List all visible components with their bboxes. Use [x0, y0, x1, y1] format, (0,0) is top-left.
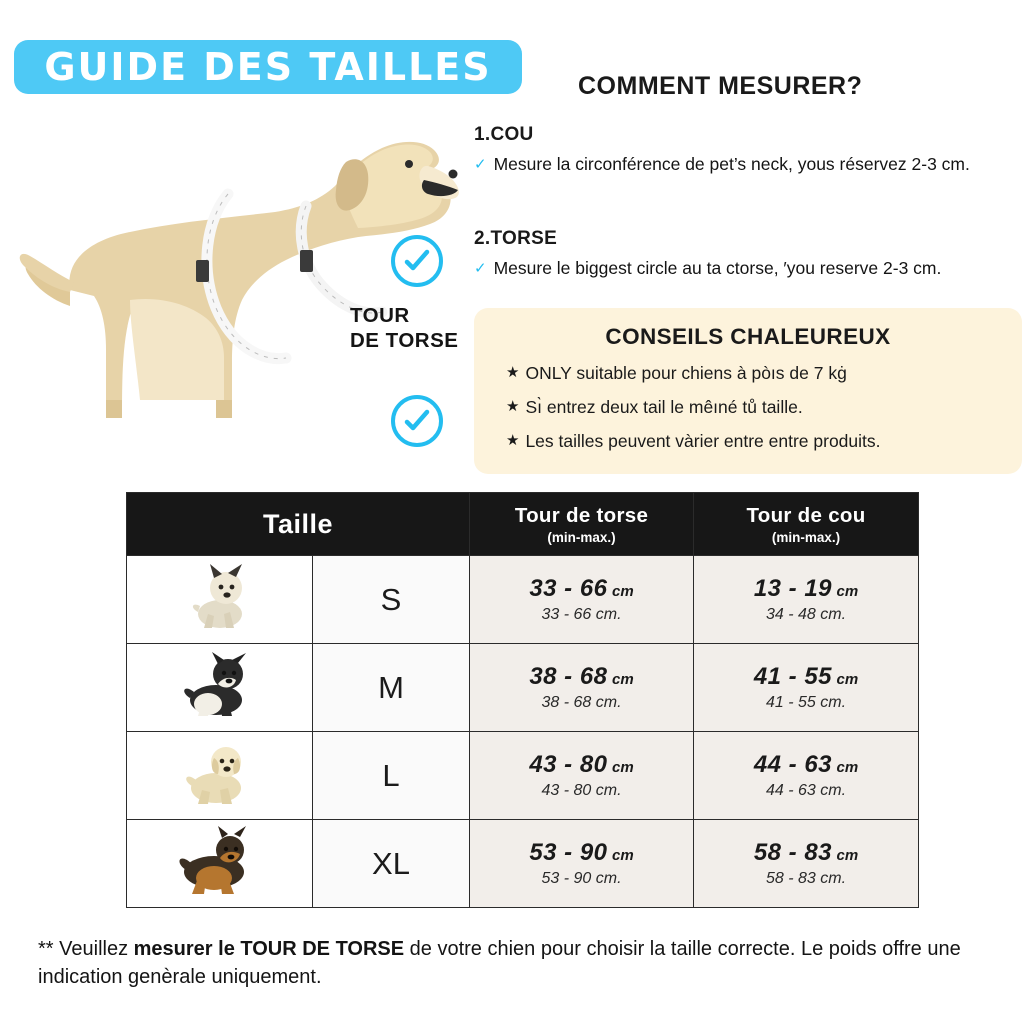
footnote-part1: Veuillez — [59, 938, 134, 960]
page-title-badge — [14, 40, 522, 94]
chest-range-cell: 43 - 80 cm 43 - 80 cm. — [470, 732, 694, 820]
neck-range-cell: 13 - 19 cm 34 - 48 cm. — [694, 556, 919, 644]
chest-measure-label — [350, 304, 458, 353]
tips-item — [506, 430, 1004, 453]
size-table-wrapper — [126, 492, 918, 908]
footnote-bold: mesurer le TOUR DE TORSE — [133, 938, 405, 960]
table-row — [127, 556, 919, 644]
check-icon: ✓ — [474, 156, 487, 173]
chest-range-cell: 33 - 66 cm 33 - 66 cm. — [470, 556, 694, 644]
size-label: S — [313, 556, 470, 644]
measure-step-chest-text: Mesure le biggest circle au ta ctorse, ′you reserve 2-3 cm. — [493, 258, 942, 278]
measure-step-chest-title: 2.TORSE — [474, 228, 558, 249]
header-neck: Tour de cou (min-max.) — [694, 493, 919, 556]
size-label: M — [313, 644, 470, 732]
chest-range-cell: 38 - 68 cm 38 - 68 cm. — [470, 644, 694, 732]
dog-medium-icon — [127, 644, 313, 732]
table-header-row — [127, 493, 919, 556]
tips-panel — [474, 308, 1022, 474]
tips-item — [506, 362, 1004, 385]
tips-item-label: Les tailles peuvent vàrier entre entre produits. — [525, 431, 881, 452]
measure-step-neck — [474, 124, 1022, 176]
measure-step-chest — [474, 228, 1022, 280]
chest-measure-label-line1: TOUR — [350, 304, 410, 327]
star-icon: ★ — [506, 432, 520, 450]
check-circle-icon — [391, 235, 443, 287]
page-title: GUIDE DES TAILLES — [44, 45, 492, 89]
size-table — [126, 492, 919, 908]
tips-item — [506, 396, 1004, 419]
star-icon: ★ — [506, 364, 520, 381]
measure-step-neck-title: 1.COU — [474, 124, 534, 145]
table-row — [127, 820, 919, 908]
footnote — [38, 936, 996, 991]
tips-item-label: ONLY suitable pour chiens à pòıs de 7 kġ — [525, 363, 847, 383]
measure-step-neck-text: Mesure la circonférence de pet’s neck, yous réservez 2-3 cm. — [493, 154, 970, 174]
table-row — [127, 732, 919, 820]
star-icon: ★ — [506, 398, 520, 416]
neck-range-cell: 58 - 83 cm 58 - 83 cm. — [694, 820, 919, 908]
footnote-part2: de votre chien pour choisir la taille correcte. Le poids offre une indication genèrale uniquement. — [38, 938, 961, 988]
check-icon: ✓ — [474, 260, 487, 277]
chest-measure-label-line2: DE TORSE — [350, 328, 459, 352]
how-to-measure-title: COMMENT MESURER? — [578, 72, 863, 100]
check-circle-icon — [391, 395, 443, 447]
header-size: Taille — [127, 493, 470, 556]
dog-illustration — [10, 100, 480, 480]
size-label: XL — [313, 820, 470, 908]
neck-range-cell: 41 - 55 cm 41 - 55 cm. — [694, 644, 919, 732]
dog-xlarge-icon — [127, 820, 313, 908]
tips-title: CONSEILS CHALEUREUX — [605, 324, 891, 349]
chest-range-cell: 53 - 90 cm 53 - 90 cm. — [470, 820, 694, 908]
footnote-prefix: ** — [38, 938, 54, 960]
dog-large-icon — [127, 732, 313, 820]
table-row — [127, 644, 919, 732]
size-label: L — [313, 732, 470, 820]
tips-item-label: Sı̀ entrez deux tail le mêıné tů taille. — [525, 397, 803, 418]
header-chest: Tour de torse (min-max.) — [470, 493, 694, 556]
dog-small-icon — [127, 556, 313, 644]
neck-range-cell: 44 - 63 cm 44 - 63 cm. — [694, 732, 919, 820]
